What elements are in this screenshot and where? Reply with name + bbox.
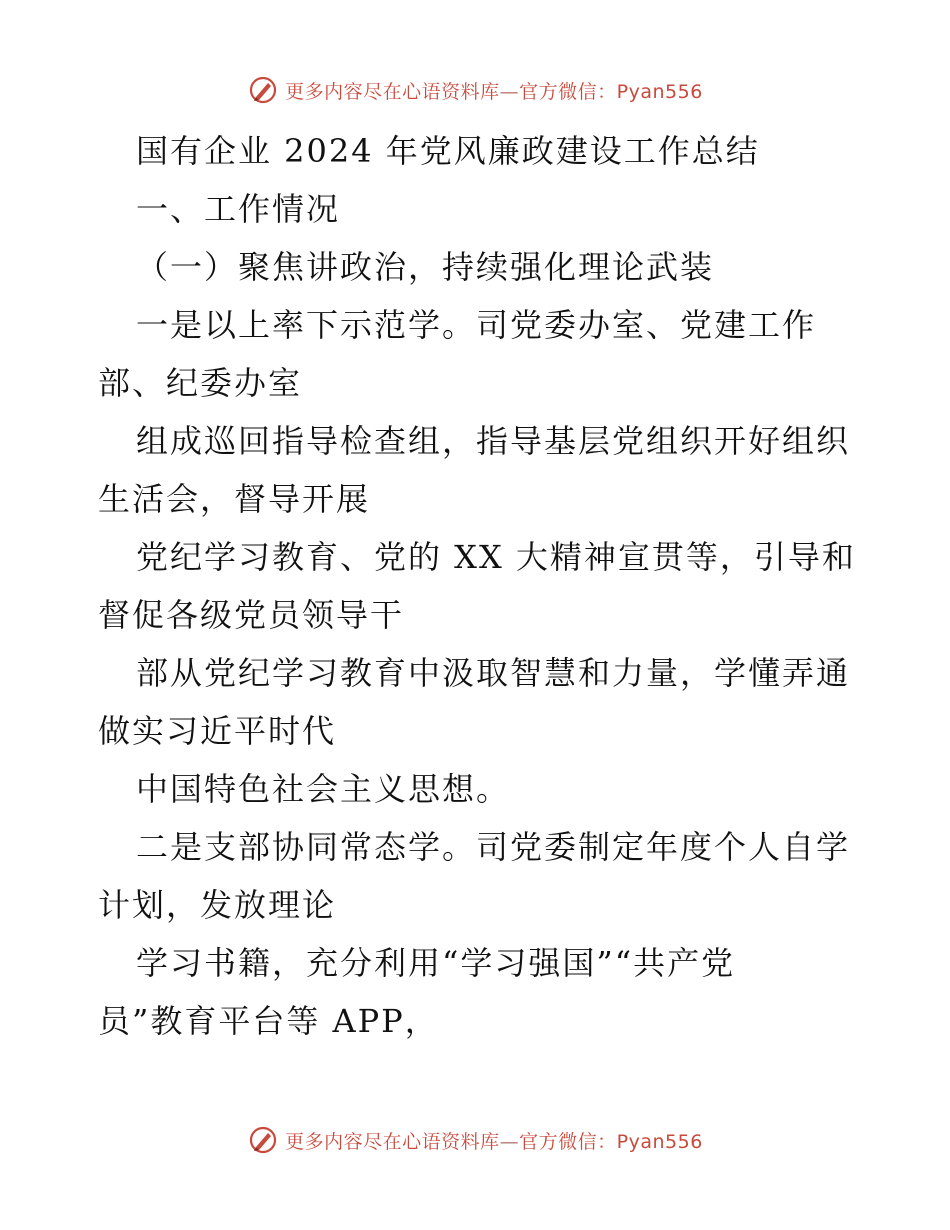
section-heading: 一、工作情况 xyxy=(136,190,341,228)
watermark-content xyxy=(247,74,703,106)
paragraph-line: 做实习近平时代 xyxy=(98,712,337,750)
watermark-separator: — xyxy=(499,80,520,103)
pen-logo-icon xyxy=(247,74,279,106)
paragraph-line: 计划，发放理论 xyxy=(98,886,337,924)
watermark-tail: 官方微信：Pyan556 xyxy=(519,1130,703,1153)
watermark-footer xyxy=(0,1120,950,1160)
watermark-main: 更多内容尽在心语资料库 xyxy=(285,80,500,103)
paragraph-line: 党纪学习教育、党的 XX 大精神宣贯等，引导和 xyxy=(136,538,856,576)
subsection-heading: （一）聚焦讲政治，持续强化理论武装 xyxy=(136,248,715,286)
watermark-text xyxy=(285,77,703,104)
document-title: 国有企业 2024 年党风廉政建设工作总结 xyxy=(136,132,760,170)
paragraph-line: 部、纪委办室 xyxy=(98,364,303,402)
paragraph-line: 一是以上率下示范学。司党委办室、党建工作 xyxy=(136,306,817,344)
watermark-separator: — xyxy=(499,1130,520,1153)
paragraph-line: 员”教育平台等 APP， xyxy=(98,1002,439,1040)
paragraph-line: 学习书籍，充分利用“学习强国”“共产党 xyxy=(136,944,736,982)
paragraph-line: 组成巡回指导检查组，指导基层党组织开好组织 xyxy=(136,422,851,460)
paragraph-line: 部从党纪学习教育中汲取智慧和力量，学懂弄通 xyxy=(136,654,851,692)
document-body xyxy=(98,122,858,1050)
watermark-text xyxy=(285,1127,703,1154)
watermark-tail: 官方微信：Pyan556 xyxy=(519,80,703,103)
pen-logo-icon xyxy=(247,1124,279,1156)
paragraph-line: 中国特色社会主义思想。 xyxy=(136,770,511,808)
paragraph-line: 督促各级党员领导干 xyxy=(98,596,405,634)
watermark-main: 更多内容尽在心语资料库 xyxy=(285,1130,500,1153)
paragraph-line: 二是支部协同常态学。司党委制定年度个人自学 xyxy=(136,828,851,866)
watermark-header xyxy=(0,70,950,110)
watermark-content xyxy=(247,1124,703,1156)
paragraph-line: 生活会，督导开展 xyxy=(98,480,371,518)
